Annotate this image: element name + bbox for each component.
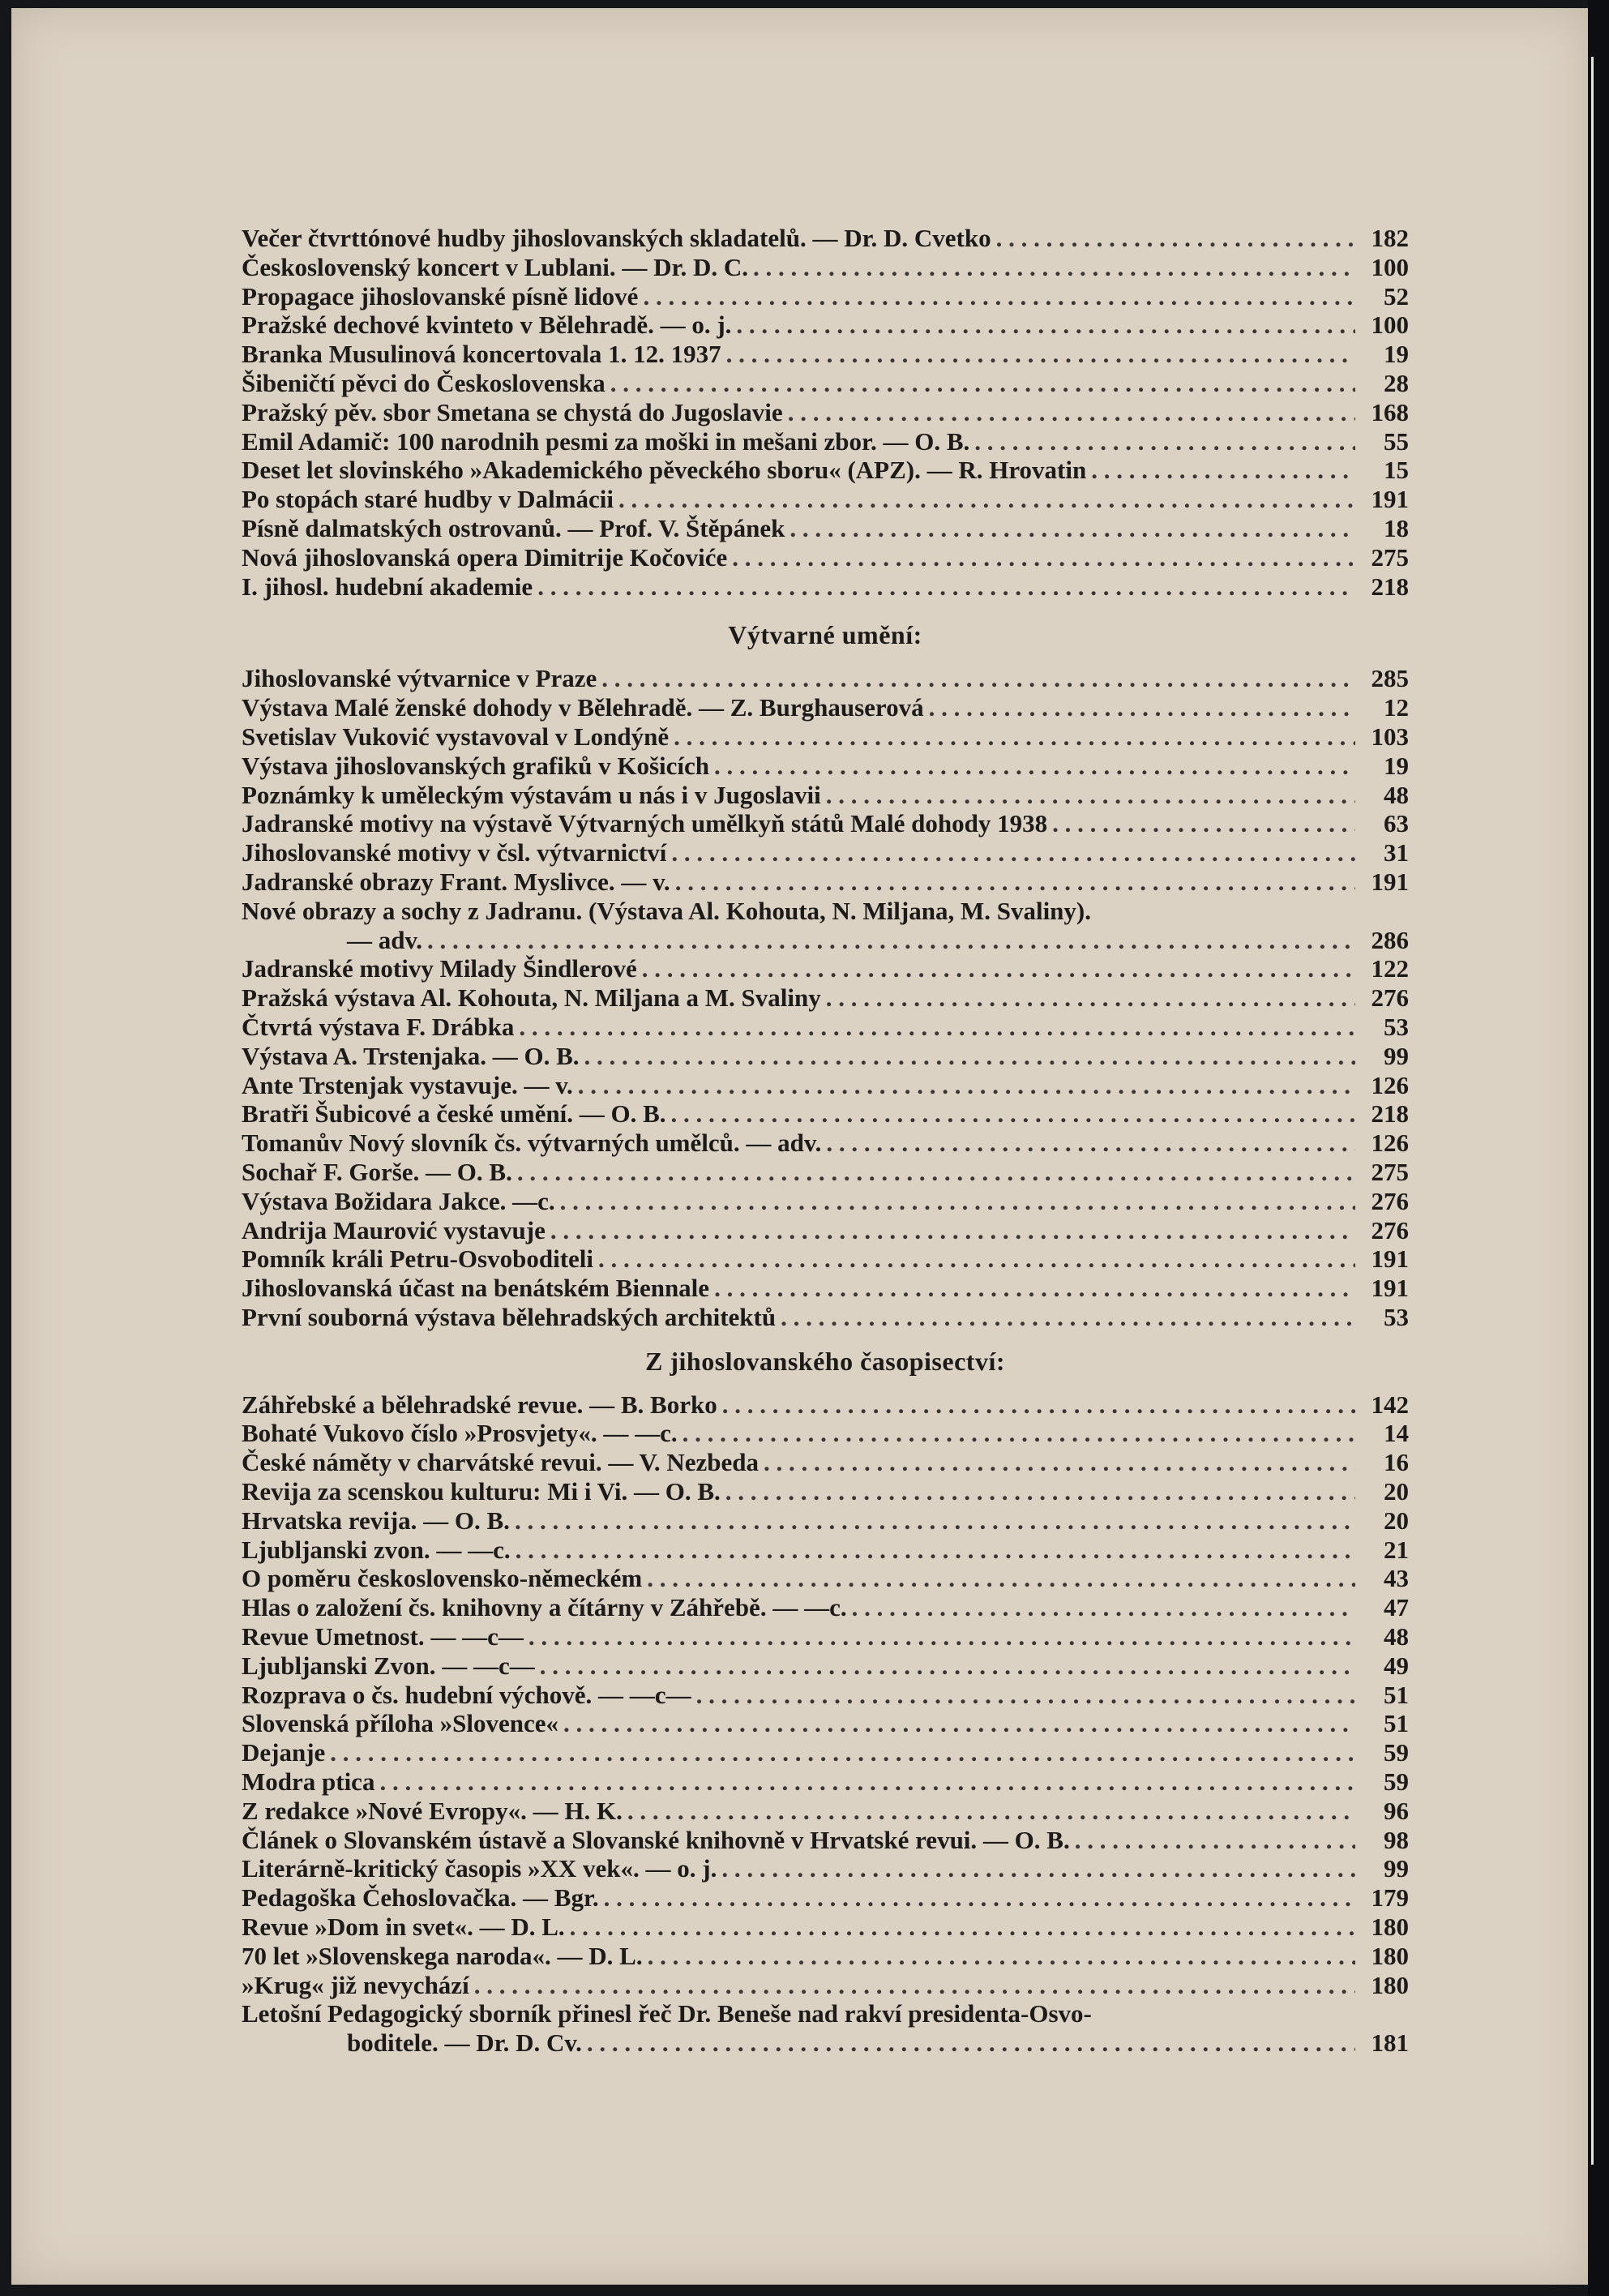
leader-dots — [929, 693, 1355, 722]
entry-title: Revue »Dom in svet«. — D. L. — [242, 1913, 565, 1942]
toc-entry — [242, 752, 1409, 781]
toc-entry — [242, 954, 1409, 983]
page-number: 180 — [1371, 1913, 1409, 1942]
entry-title: Dejanje — [242, 1738, 326, 1767]
entry-title: Ljubljanski zvon. — —c. — [242, 1535, 511, 1564]
entry-title: Deset let slovinského »Akademického pěveckého sboru« (APZ). — R. Hrovatin — [242, 456, 1087, 485]
leader-dots — [714, 752, 1355, 781]
page-number: 191 — [1371, 867, 1409, 896]
toc-entry — [242, 1738, 1409, 1767]
page-number: 286 — [1371, 925, 1409, 954]
leader-dots — [648, 1942, 1355, 1971]
entry-title: O poměru československo-německém — [242, 1564, 643, 1593]
toc-entry — [242, 427, 1409, 456]
page-number: 100 — [1371, 311, 1409, 340]
entry-title: Československý koncert v Lublani. — Dr. D. C. — [242, 252, 748, 281]
page-number: 12 — [1384, 693, 1409, 722]
leader-dots — [826, 781, 1355, 810]
page-number: 180 — [1371, 1970, 1409, 1999]
leader-dots — [736, 311, 1355, 340]
entry-title: Záhřebské a bělehradské revue. — B. Borko — [242, 1390, 717, 1419]
toc-entry — [242, 1303, 1409, 1332]
entry-title: »Krug« již nevychází — [242, 1970, 469, 1999]
toc-entry — [242, 838, 1409, 867]
toc-entry — [242, 1042, 1409, 1071]
leader-dots — [675, 867, 1355, 897]
toc-entry — [242, 1099, 1409, 1129]
page-number: 52 — [1384, 281, 1409, 311]
page-number: 53 — [1384, 1302, 1409, 1331]
toc-entry-continuation — [242, 926, 1409, 955]
leader-dots — [560, 1187, 1355, 1216]
page-number: 99 — [1384, 1854, 1409, 1883]
page-number: 20 — [1384, 1506, 1409, 1535]
entry-title: Jadranské motivy na výstavě Výtvarných umělkyň států Malé dohody 1938 — [242, 809, 1048, 838]
music-section — [242, 224, 1409, 601]
toc-entry — [242, 224, 1409, 253]
toc-entry — [242, 1158, 1409, 1187]
entry-title: Branka Musulinová koncertovala 1. 12. 1937 — [242, 340, 721, 369]
entry-title: Pomník králi Petru-Osvoboditeli — [242, 1244, 593, 1274]
leader-dots — [627, 1797, 1355, 1826]
toc-entry — [242, 722, 1409, 752]
toc-entry — [242, 311, 1409, 340]
leader-dots — [1052, 809, 1355, 838]
entry-title: České náměty v charvátské revui. — V. Nezbeda — [242, 1448, 760, 1477]
toc-entry — [242, 1999, 1409, 2028]
page-number: 218 — [1371, 1099, 1409, 1129]
leader-dots — [515, 1506, 1355, 1536]
leader-dots — [764, 1448, 1355, 1477]
entry-title: Večer čtvrttónové hudby jihoslovanských skladatelů. — Dr. D. Cvetko — [242, 224, 991, 252]
toc-entry-continuation — [242, 2028, 1409, 2058]
entry-title: Bohaté Vukovo číslo »Prosvjety«. — —c. — [242, 1419, 678, 1448]
leader-dots — [790, 514, 1355, 543]
page-number: 19 — [1384, 340, 1409, 369]
page-number: 103 — [1371, 722, 1409, 751]
entry-title: Bratři Šubicové a české umění. — O. B. — [242, 1099, 666, 1129]
entry-title: Sochař F. Gorše. — O. B. — [242, 1157, 512, 1186]
entry-title: Pedagoška Čehoslovačka. — Bgr. — [242, 1883, 599, 1913]
leader-dots — [516, 1536, 1355, 1565]
toc-entry — [242, 1767, 1409, 1797]
entry-title: První souborná výstava bělehradských architektů — [242, 1302, 777, 1331]
toc-entry — [242, 1593, 1409, 1622]
leader-dots — [683, 1419, 1355, 1448]
page-number: 20 — [1384, 1477, 1409, 1506]
leader-dots — [647, 1564, 1355, 1593]
leader-dots — [826, 983, 1355, 1013]
entry-title: Hrvatska revija. — O. B. — [242, 1506, 510, 1535]
entry-title: Jihoslovanská účast na benátském Biennale — [242, 1274, 710, 1303]
toc-entry — [242, 809, 1409, 838]
toc-entry — [242, 664, 1409, 693]
toc-entry — [242, 781, 1409, 810]
toc-entry — [242, 693, 1409, 722]
leader-dots — [618, 485, 1355, 514]
entry-title: Po stopách staré hudby v Dalmácii — [242, 485, 614, 514]
leader-dots — [537, 572, 1355, 602]
leader-dots — [974, 427, 1355, 456]
entry-title: Hlas o založení čs. knihovny a čítárny v Záhřebě. — —c. — [242, 1593, 847, 1622]
art-section — [242, 664, 1409, 1331]
entry-title: Jadranské obrazy Frant. Myslivce. — v. — [242, 867, 670, 896]
leader-dots — [725, 1477, 1355, 1506]
toc-entry — [242, 1274, 1409, 1303]
page-number: 191 — [1371, 1274, 1409, 1303]
leader-dots — [601, 664, 1355, 693]
page-number: 43 — [1384, 1564, 1409, 1593]
entry-title: Propagace jihoslovanské písně lidové — [242, 281, 639, 311]
page-number: 285 — [1371, 664, 1409, 693]
entry-title: Literárně-kritický časopis »XX vek«. — o. j. — [242, 1854, 717, 1883]
leader-dots — [570, 1913, 1355, 1942]
page-number: 182 — [1371, 224, 1409, 252]
toc-entry — [242, 1826, 1409, 1855]
entry-title: Z redakce »Nové Evropy«. — H. K. — [242, 1796, 623, 1825]
page-number: 47 — [1384, 1593, 1409, 1622]
leader-dots — [671, 838, 1355, 867]
entry-title: Tomanův Nový slovník čs. výtvarných umělců. — adv. — [242, 1129, 822, 1158]
entry-title: Letošní Pedagogický sborník přinesl řeč Dr. Beneše nad rakví presidenta-Osvo- — [242, 1999, 1092, 2028]
leader-dots — [788, 398, 1355, 427]
entry-title: Nová jihoslovanská opera Dimitrije Kočoviće — [242, 542, 728, 572]
toc-entry — [242, 340, 1409, 369]
leader-dots — [550, 1216, 1355, 1245]
leader-dots — [427, 926, 1355, 955]
page-number: 276 — [1371, 1186, 1409, 1215]
page-number: 99 — [1384, 1041, 1409, 1070]
toc-entry — [242, 1709, 1409, 1738]
leader-dots — [852, 1593, 1355, 1622]
page-number: 276 — [1371, 1215, 1409, 1244]
toc-entry — [242, 983, 1409, 1013]
page-number: 218 — [1371, 572, 1409, 601]
page-number: 14 — [1384, 1419, 1409, 1448]
entry-title: Slovenská příloha »Slovence« — [242, 1709, 558, 1738]
page-number: 53 — [1384, 1012, 1409, 1041]
toc-entry — [242, 1564, 1409, 1593]
leader-dots — [696, 1681, 1355, 1710]
toc-entry — [242, 1797, 1409, 1826]
toc-entry — [242, 282, 1409, 311]
toc-entry — [242, 1187, 1409, 1216]
toc-entry — [242, 253, 1409, 282]
leader-dots — [721, 1854, 1355, 1883]
page-number: 126 — [1371, 1129, 1409, 1158]
entry-title: Jadranské motivy Milady Šindlerové — [242, 954, 637, 983]
toc-entry — [242, 1419, 1409, 1448]
leader-dots — [519, 1013, 1355, 1042]
toc-entry — [242, 514, 1409, 543]
toc-entry — [242, 1883, 1409, 1913]
page-number: 59 — [1384, 1767, 1409, 1797]
toc-entry — [242, 897, 1409, 926]
entry-title: Výstava A. Trstenjaka. — O. B. — [242, 1041, 580, 1070]
leader-dots — [540, 1651, 1355, 1681]
leader-dots — [474, 1971, 1355, 2000]
leader-dots — [714, 1274, 1355, 1303]
leader-dots — [517, 1158, 1355, 1187]
toc-entry — [242, 1390, 1409, 1420]
entry-title-continuation: — adv. — [347, 925, 423, 954]
entry-title: Šibeničtí pěvci do Československa — [242, 368, 606, 397]
page-number: 16 — [1384, 1448, 1409, 1477]
toc-entry — [242, 1681, 1409, 1710]
page-number: 122 — [1371, 954, 1409, 983]
toc-entry — [242, 1536, 1409, 1565]
entry-title: Výstava jihoslovanských grafiků v Košicích — [242, 751, 710, 780]
toc-entry — [242, 867, 1409, 897]
page-number: 51 — [1384, 1709, 1409, 1738]
entry-title: Modra ptica — [242, 1767, 375, 1797]
section-heading-art: Výtvarné umění: — [728, 620, 922, 650]
toc-entry — [242, 1477, 1409, 1506]
entry-title: Nové obrazy a sochy z Jadranu. (Výstava Al. Kohouta, N. Miljana, M. Svaliny). — [242, 896, 1091, 925]
toc-entry — [242, 1129, 1409, 1158]
entry-title: Pražské dechové kvinteto v Bělehradě. — o. j. — [242, 311, 732, 340]
leader-dots — [330, 1738, 1355, 1767]
entry-title: Jihoslovanské výtvarnice v Praze — [242, 664, 597, 693]
entry-title: Výstava Božidara Jakce. —c. — [242, 1186, 555, 1215]
page-number: 48 — [1384, 1622, 1409, 1651]
page-number: 59 — [1384, 1738, 1409, 1767]
entry-title: Andrija Maurović vystavuje — [242, 1215, 546, 1244]
entry-title: Poznámky k uměleckým výstavám u nás i v Jugoslavii — [242, 780, 821, 809]
toc-entry — [242, 485, 1409, 514]
toc-entry — [242, 398, 1409, 427]
entry-title: Čtvrtá výstava F. Drábka — [242, 1012, 515, 1041]
toc-entry — [242, 1651, 1409, 1681]
leader-dots — [584, 1042, 1355, 1071]
toc-entry — [242, 1971, 1409, 2000]
entry-title: Svetislav Vuković vystavoval v Londýně — [242, 722, 670, 751]
leader-dots — [587, 2028, 1355, 2058]
entry-title: Rozprava o čs. hudební výchově. — —c— — [242, 1680, 691, 1709]
toc-entry — [242, 1913, 1409, 1942]
entry-title: Jihoslovanské motivy v čsl. výtvarnictví — [242, 838, 667, 867]
toc-entry — [242, 1244, 1409, 1274]
leader-dots — [722, 1390, 1355, 1420]
toc-entry — [242, 1448, 1409, 1477]
page-number: 181 — [1371, 2028, 1409, 2058]
page-number: 49 — [1384, 1651, 1409, 1680]
toc-entry — [242, 1216, 1409, 1245]
entry-title: Pražský pěv. sbor Smetana se chystá do Jugoslavie — [242, 397, 783, 426]
leader-dots — [1075, 1826, 1355, 1855]
toc-entry — [242, 1854, 1409, 1883]
page-number: 55 — [1384, 426, 1409, 456]
toc-entry — [242, 1942, 1409, 1971]
leader-dots — [1091, 456, 1355, 485]
entry-title: 70 let »Slovenskega naroda«. — D. L. — [242, 1941, 643, 1970]
leader-dots — [604, 1883, 1355, 1913]
toc-entry — [242, 1013, 1409, 1042]
page-number: 15 — [1384, 456, 1409, 485]
page-number: 96 — [1384, 1796, 1409, 1825]
toc-entry — [242, 1506, 1409, 1536]
page-number: 28 — [1384, 368, 1409, 397]
scan-edge-line — [1591, 57, 1594, 2165]
page-number: 180 — [1371, 1941, 1409, 1970]
page-number: 126 — [1371, 1070, 1409, 1099]
entry-title-continuation: boditele. — Dr. D. Cv. — [347, 2028, 582, 2058]
toc-entry — [242, 1071, 1409, 1100]
entry-title: Výstava Malé ženské dohody v Bělehradě. — Z. Burghauserová — [242, 693, 924, 722]
press-section — [242, 1390, 1409, 2058]
toc-entry — [242, 543, 1409, 572]
entry-title: Písně dalmatských ostrovanů. — Prof. V. Štěpánek — [242, 513, 785, 542]
page-number: 168 — [1371, 397, 1409, 426]
page-number: 19 — [1384, 751, 1409, 780]
toc-entry — [242, 572, 1409, 602]
toc-entry — [242, 456, 1409, 485]
entry-title: Ljubljanski Zvon. — —c— — [242, 1651, 535, 1680]
toc-entry — [242, 1622, 1409, 1651]
leader-dots — [996, 224, 1355, 253]
page-number: 275 — [1371, 1157, 1409, 1186]
page-number: 63 — [1384, 809, 1409, 838]
page-number: 31 — [1384, 838, 1409, 867]
leader-dots — [528, 1622, 1355, 1651]
page-number: 191 — [1371, 1244, 1409, 1274]
entry-title: Ante Trstenjak vystavuje. — v. — [242, 1070, 573, 1099]
leader-dots — [753, 253, 1355, 282]
page-number: 179 — [1371, 1883, 1409, 1913]
leader-dots — [732, 543, 1355, 572]
scanned-page — [11, 8, 1588, 2285]
page-number: 21 — [1384, 1535, 1409, 1564]
page-number: 98 — [1384, 1825, 1409, 1854]
leader-dots — [674, 722, 1355, 752]
table-of-contents — [242, 224, 1409, 2058]
leader-dots — [826, 1129, 1355, 1158]
entry-title: I. jihosl. hudební akademie — [242, 572, 533, 601]
leader-dots — [578, 1071, 1355, 1100]
page-number: 191 — [1371, 485, 1409, 514]
entry-title: Pražská výstava Al. Kohouta, N. Miljana a M. Svaliny — [242, 983, 821, 1013]
leader-dots — [563, 1709, 1355, 1738]
leader-dots — [671, 1099, 1355, 1129]
leader-dots — [726, 340, 1355, 369]
entry-title: Revija za scenskou kulturu: Mi i Vi. — O. B. — [242, 1477, 721, 1506]
leader-dots — [643, 282, 1355, 311]
leader-dots — [598, 1244, 1355, 1274]
entry-title: Emil Adamič: 100 narodnih pesmi za moški in mešani zbor. — O. B. — [242, 426, 970, 456]
entry-title: Revue Umetnost. — —c— — [242, 1622, 524, 1651]
page-number: 100 — [1371, 252, 1409, 281]
page-number: 275 — [1371, 542, 1409, 572]
leader-dots — [642, 954, 1355, 983]
page-number: 48 — [1384, 780, 1409, 809]
toc-entry — [242, 369, 1409, 398]
page-number: 142 — [1371, 1390, 1409, 1419]
entry-title: Článek o Slovanském ústavě a Slovanské knihovně v Hrvatské revui. — O. B. — [242, 1825, 1070, 1854]
leader-dots — [379, 1767, 1355, 1797]
page-number: 276 — [1371, 983, 1409, 1013]
page-number: 18 — [1384, 513, 1409, 542]
section-heading-press: Z jihoslovanského časopisectví: — [645, 1346, 1005, 1376]
leader-dots — [781, 1303, 1355, 1332]
page-number: 51 — [1384, 1680, 1409, 1709]
leader-dots — [610, 369, 1355, 398]
